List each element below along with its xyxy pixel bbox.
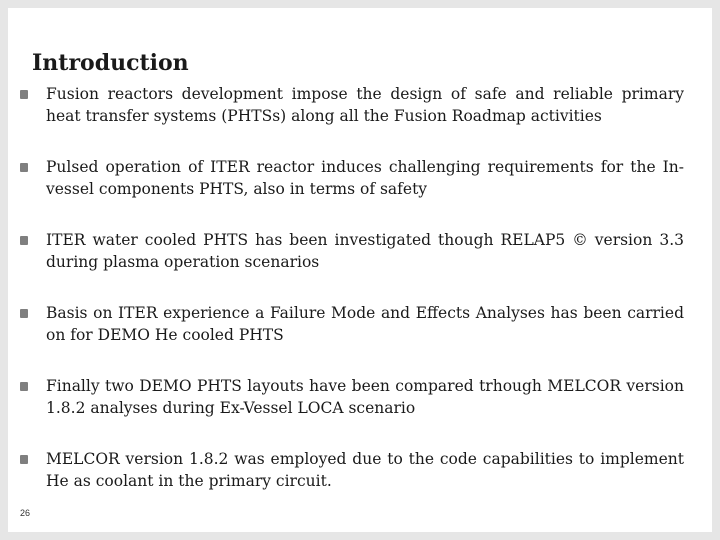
bullet-text: MELCOR version 1.8.2 was employed due to the code capabilities to implement He as coolant in the primary circuit. [46,450,684,490]
bullet-item [20,448,684,521]
bullet-item [20,156,684,229]
square-bullet-icon [20,90,28,99]
square-bullet-icon [20,382,28,391]
bullet-text: Basis on ITER experience a Failure Mode and Effects Analyses has been carried on for DEMO He cooled PHTS [46,304,684,344]
square-bullet-icon [20,309,28,318]
bullet-item [20,83,684,156]
square-bullet-icon [20,236,28,245]
square-bullet-icon [20,455,28,464]
square-bullet-icon [20,163,28,172]
slide [8,8,712,532]
bullet-text: Pulsed operation of ITER reactor induces challenging requirements for the In-vessel components PHTS, also in terms of safety [46,158,684,198]
bullet-list [20,83,684,521]
bullet-item [20,375,684,448]
bullet-item [20,302,684,375]
bullet-text: Finally two DEMO PHTS layouts have been compared trhough MELCOR version 1.8.2 analyses during Ex-Vessel LOCA scenario [46,377,684,417]
slide-title: Introduction [32,50,189,76]
bullet-item [20,229,684,302]
bullet-text: Fusion reactors development impose the design of safe and reliable primary heat transfer systems (PHTSs) along all the Fusion Roadmap activities [46,85,684,125]
page-number: 26 [20,508,31,518]
bullet-text: ITER water cooled PHTS has been investigated though RELAP5 © version 3.3 during plasma operation scenarios [46,231,684,271]
